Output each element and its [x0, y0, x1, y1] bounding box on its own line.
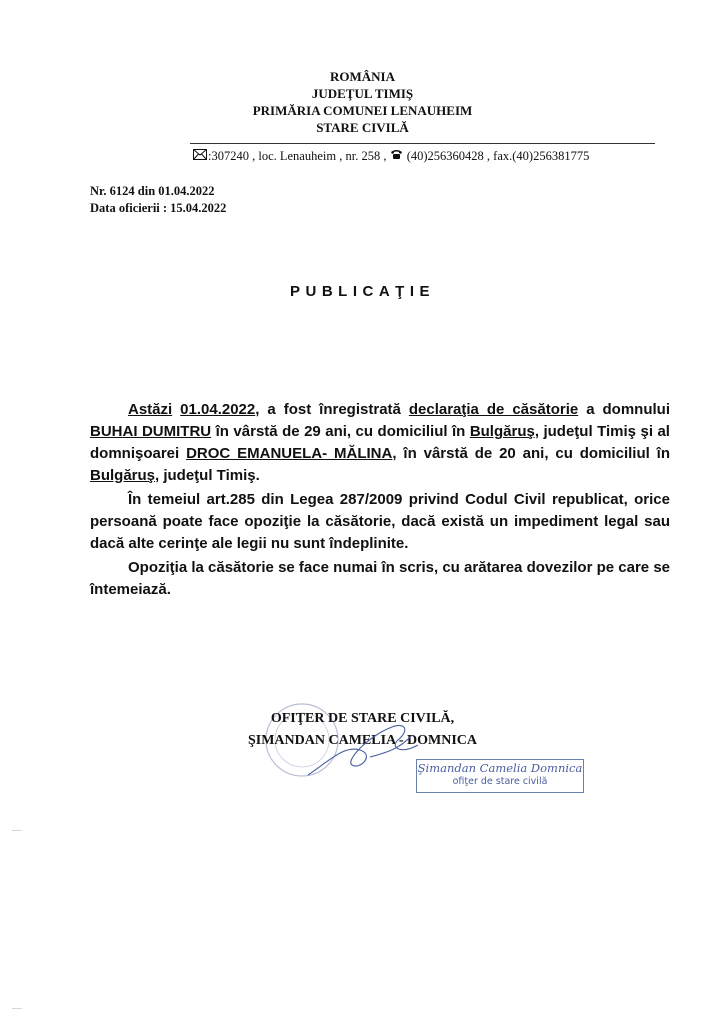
header-divider	[190, 143, 655, 144]
notice-body	[90, 399, 670, 601]
header-line-town-hall: PRIMĂRIA COMUNEI LENAUHEIM	[252, 103, 473, 118]
bride-residence: Bulgăruş	[90, 467, 156, 484]
text-fragment: a domnului	[578, 401, 670, 418]
declaration-phrase: declaraţia de căsătorie	[408, 401, 579, 418]
declaration-date: 01.04.2022	[180, 401, 256, 418]
text-fragment: , în vârstă de 20 ani, cu domiciliul în	[392, 445, 670, 462]
handwritten-signature	[300, 705, 430, 785]
header-line-county: JUDEŢUL TIMIŞ	[311, 86, 414, 101]
paragraph-opposition: Opoziţia la căsătorie se face numai în scris, cu arătarea dovezilor pe care se întemeiază.	[90, 559, 670, 598]
postal-address: :307240 , loc. Lenauheim , nr. 258 ,	[208, 149, 387, 163]
scan-mark	[12, 1008, 22, 1009]
document-title: PUBLICAŢIE	[290, 283, 435, 300]
signatory-name: ŞIMANDAN CAMELIA - DOMNICA	[247, 733, 478, 748]
groom-residence: Bulgăruş	[469, 423, 535, 440]
text-fragment: , judeţul Timiş.	[155, 467, 260, 484]
telephone-icon	[390, 148, 403, 164]
paragraph-declaration	[90, 399, 670, 487]
stamp-role: ofiţer de stare civilă	[452, 776, 548, 787]
contact-line	[193, 148, 589, 164]
header-line-country: ROMÂNIA	[330, 69, 395, 84]
signatory-role: OFIŢER DE STARE CIVILĂ,	[270, 711, 455, 726]
text-fragment: în vârstă de 29 ani, cu domiciliul în	[211, 423, 470, 440]
phone-fax: (40)256360428 , fax.(40)256381775	[406, 149, 590, 163]
text-fragment: , a fost înregistrată	[255, 401, 409, 418]
paragraph-legal-basis: În temeiul art.285 din Legea 287/2009 privind Codul Civil republicat, orice persoană poate face opoziţie la căsătorie, dacă există un impediment legal sau dacă alte cerinţe ale legii nu sunt îndeplinite.	[90, 491, 670, 552]
groom-name: BUHAI DUMITRU	[90, 423, 212, 440]
bride-name: DROC EMANUELA- MĂLINA	[186, 445, 393, 462]
registration-number: Nr. 6124 din 01.04.2022	[90, 184, 215, 198]
header-line-department: STARE CIVILĂ	[316, 120, 409, 135]
envelope-icon	[193, 148, 207, 164]
stamp-name: Şimandan Camelia Domnica	[417, 761, 583, 775]
institution-header	[0, 68, 725, 136]
text-fragment: , judeţul Timiş şi al domnişoarei	[90, 423, 670, 462]
ceremony-date: Data oficierii : 15.04.2022	[90, 201, 227, 215]
scan-mark	[12, 830, 22, 831]
name-stamp	[416, 759, 584, 793]
today-word: Astăzi	[128, 401, 173, 418]
